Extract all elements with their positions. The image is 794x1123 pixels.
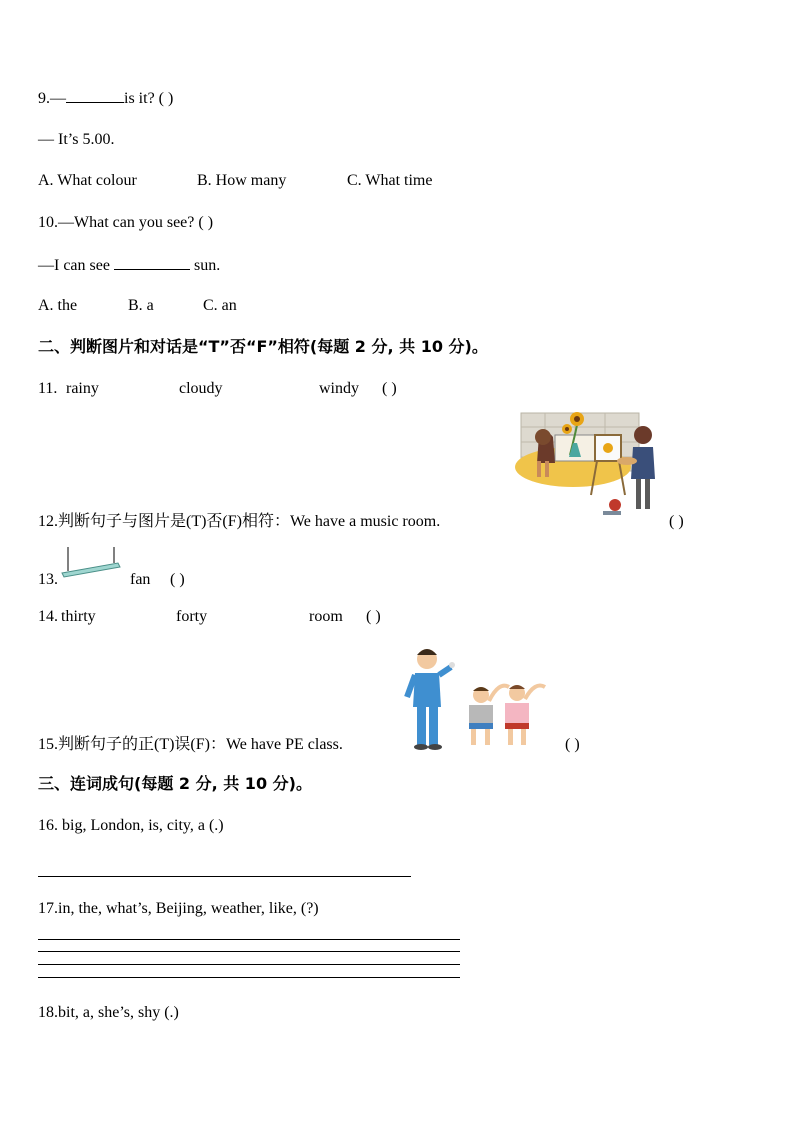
pe-class-illustration xyxy=(405,645,555,753)
q9-option-b[interactable]: B. How many xyxy=(197,172,287,189)
q10-answer: —I can see sun. xyxy=(38,257,221,274)
q10-blank[interactable] xyxy=(114,255,190,270)
q14-number: 14. xyxy=(38,608,58,625)
q11-word-windy: windy xyxy=(319,380,359,397)
q9-question: 9.— is it? ( ) xyxy=(38,90,174,107)
q9-blank[interactable] xyxy=(66,88,124,103)
q13-answer-paren[interactable]: ( ) xyxy=(170,571,185,588)
q15-question: 15.判断句子的正(T)误(F)：We have PE class. xyxy=(38,736,343,753)
q17-answer-line-1[interactable] xyxy=(38,939,460,940)
q17-answer-line-4[interactable] xyxy=(38,977,460,978)
q17-answer-line-3[interactable] xyxy=(38,964,460,965)
q10-question: 10.—What can you see? ( ) xyxy=(38,214,214,231)
q13-word-fan: fan xyxy=(130,571,151,588)
q9-answer: — It’s 5.00. xyxy=(38,131,115,148)
q11-number: 11. xyxy=(38,380,58,397)
q12-answer-paren[interactable]: ( ) xyxy=(669,513,684,530)
q11-word-cloudy: cloudy xyxy=(179,380,223,397)
q11-answer-paren[interactable]: ( ) xyxy=(382,380,397,397)
q14-answer-paren[interactable]: ( ) xyxy=(366,608,381,625)
q14-word-room: room xyxy=(309,608,343,625)
q16-answer-line[interactable] xyxy=(38,876,411,877)
q15-answer-paren[interactable]: ( ) xyxy=(565,736,580,753)
q14-word-thirty: thirty xyxy=(61,608,96,625)
section-3-title: 三、连词成句(每题 2 分, 共 10 分)。 xyxy=(38,774,312,793)
q12-question: 12.判断句子与图片是(T)否(F)相符：We have a music room. xyxy=(38,513,441,530)
q14-word-forty: forty xyxy=(176,608,208,625)
q9-option-c[interactable]: C. What time xyxy=(347,172,433,189)
q18-question: 18.bit, a, she’s, shy (.) xyxy=(38,1004,179,1021)
q13-number: 13. xyxy=(38,571,58,588)
q10-option-a[interactable]: A. the xyxy=(38,297,78,314)
q17-question: 17.in, the, what’s, Beijing, weather, like, (?) xyxy=(38,900,319,917)
q17-answer-line-2[interactable] xyxy=(38,951,460,952)
fluorescent-lamp-icon xyxy=(58,545,122,581)
section-2-title: 二、判断图片和对话是“T”否“F”相符(每题 2 分, 共 10 分)。 xyxy=(38,337,488,356)
q10-option-c[interactable]: C. an xyxy=(203,297,237,314)
q9-option-a[interactable]: A. What colour xyxy=(38,172,137,189)
q11-word-rainy: rainy xyxy=(66,380,99,397)
music-room-painting-illustration xyxy=(515,405,675,530)
q10-option-b[interactable]: B. a xyxy=(128,297,154,314)
q16-question: 16. big, London, is, city, a (.) xyxy=(38,817,224,834)
